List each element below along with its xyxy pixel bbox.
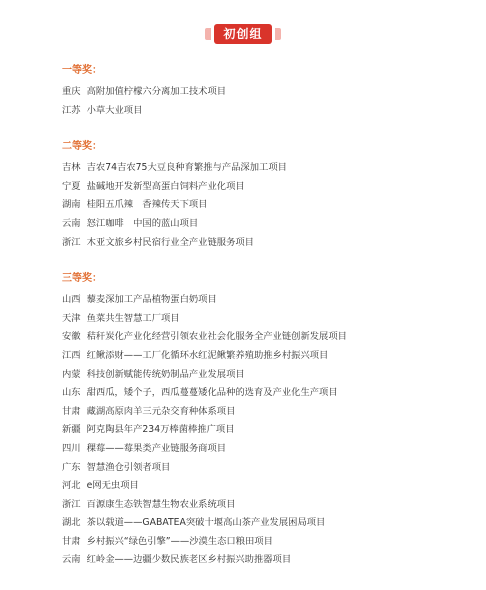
list-item	[62, 477, 466, 496]
list-item	[62, 551, 466, 570]
award-list	[62, 64, 466, 590]
project-name: 木亚文旅乡村民宿行业全产业链服务项目	[86, 236, 254, 248]
region-label: 吉林	[62, 162, 81, 174]
region-label: 甘肃	[62, 405, 81, 417]
region-label: 天津	[62, 312, 81, 324]
category-badge: 初创组	[214, 24, 271, 44]
region-label: 四川	[62, 442, 81, 454]
list-item	[62, 459, 466, 478]
list-item	[62, 366, 466, 385]
project-name: 百源康生态铁智慧生物农业系统项目	[86, 498, 236, 510]
project-name: 桂阳五爪辣 香辣传天下项目	[86, 199, 208, 211]
region-label: 内蒙	[62, 368, 81, 380]
list-item	[62, 215, 466, 234]
project-name: 茶以载道——GABATEA突破十堰高山茶产业发展困局项目	[86, 517, 326, 529]
list-item	[62, 421, 466, 440]
section-title: 三等奖：	[62, 273, 102, 285]
project-name: 科技创新赋能传统奶制品产业发展项目	[86, 368, 245, 380]
project-name: 小草大业项目	[86, 104, 143, 116]
list-item	[62, 234, 466, 253]
list-item	[62, 384, 466, 403]
section-second-prize	[62, 140, 466, 252]
list-item	[62, 347, 466, 366]
region-label: 湖北	[62, 517, 81, 529]
region-label: 甘肃	[62, 535, 81, 547]
project-name: 鱼菜共生智慧工厂项目	[86, 312, 180, 324]
list-item	[62, 83, 466, 102]
list-item	[62, 440, 466, 459]
list-item	[62, 496, 466, 515]
region-label: 河北	[62, 480, 81, 492]
region-label: 云南	[62, 554, 81, 566]
project-name: 藏湖高原肉羊三元杂交育种体系项目	[86, 405, 236, 417]
project-name: 怒江咖啡 中国的蓝山项目	[86, 217, 199, 229]
region-label: 安徽	[62, 331, 81, 343]
region-label: 重庆	[62, 86, 81, 97]
list-item	[62, 310, 466, 329]
project-name: 秸秆炭化产业化经营引领农业社会化服务全产业链创新发展项目	[86, 331, 347, 343]
section-title: 一等奖：	[62, 65, 102, 76]
section-third-prize	[62, 272, 466, 570]
list-item	[62, 328, 466, 347]
list-item	[62, 102, 466, 121]
project-name: 智慧渔仓引领者项目	[86, 461, 171, 473]
region-label: 宁夏	[62, 180, 81, 192]
project-name: 稞莓——莓果类产业链服务商项目	[86, 442, 227, 454]
section-first-prize	[62, 64, 466, 120]
section-title: 二等奖：	[62, 141, 102, 153]
project-name: 阿克陶县年产234万棒菌棒推广项目	[86, 424, 235, 436]
region-label: 云南	[62, 217, 81, 229]
region-label: 江苏	[62, 104, 81, 116]
region-label: 广东	[62, 461, 81, 473]
project-name: 甜西瓜，矮个子，西瓜蔓蔓矮化品种的选育及产业化生产项目	[86, 387, 338, 399]
project-name: e网无虫项目	[86, 480, 139, 492]
list-item	[62, 403, 466, 422]
project-name: 乡村振兴“绿色引擎”——沙漠生态口粮田项目	[86, 535, 273, 547]
project-name: 藜麦深加工产品植物蛋白奶项目	[86, 294, 217, 306]
project-name: 红鳅添财——工厂化循环水红泥鳅繁养殖助推乡村振兴项目	[86, 349, 329, 361]
badge-wrap	[0, 24, 486, 44]
project-name: 高附加值柠檬六分离加工技术项目	[86, 86, 227, 97]
project-name: 红岭金——边疆少数民族老区乡村振兴助推器项目	[86, 554, 292, 566]
list-item	[62, 514, 466, 533]
list-item	[62, 291, 466, 310]
list-item	[62, 159, 466, 178]
region-label: 浙江	[62, 498, 81, 510]
list-item	[62, 178, 466, 197]
list-item	[62, 533, 466, 552]
region-label: 新疆	[62, 424, 81, 436]
project-name: 盐碱地开发新型高蛋白饲料产业化项目	[86, 180, 245, 192]
list-item	[62, 196, 466, 215]
region-label: 湖南	[62, 199, 81, 211]
region-label: 江西	[62, 349, 81, 361]
region-label: 山东	[62, 387, 81, 399]
project-name: 吉农74吉农75大豆良种育繁推与产品深加工项目	[86, 162, 287, 174]
region-label: 山西	[62, 294, 81, 306]
region-label: 浙江	[62, 236, 81, 248]
